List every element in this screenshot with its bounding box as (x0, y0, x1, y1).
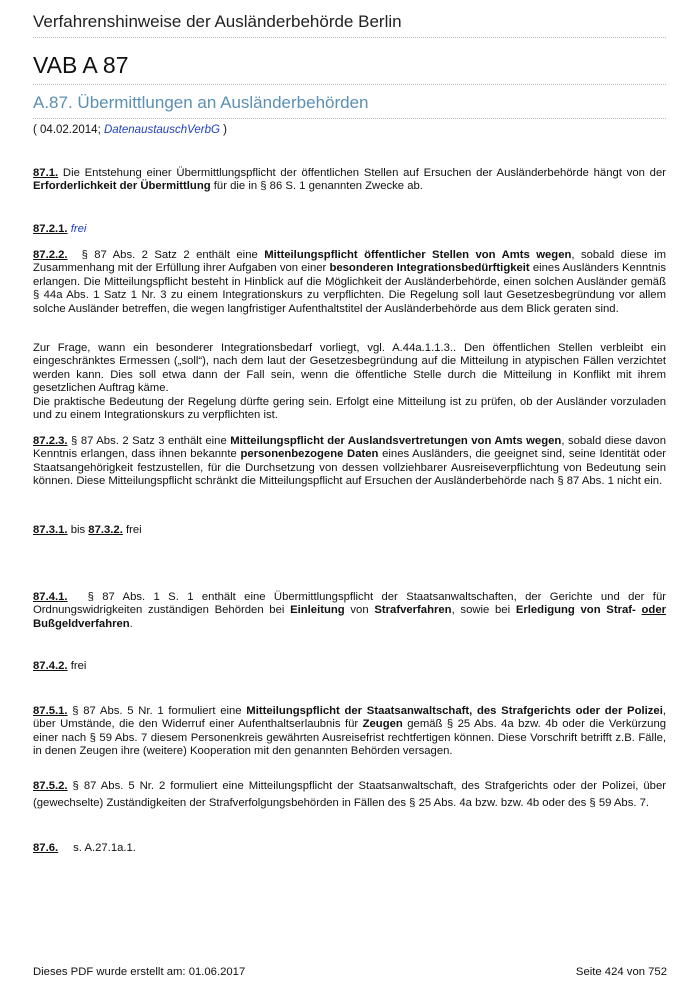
paragraph-bold: Strafverfahren (374, 604, 452, 617)
paragraph-number: 87.2.1. (33, 223, 68, 235)
paragraph-number: 87.5.2. (33, 780, 68, 792)
paragraph-87-5-1 (33, 705, 666, 759)
paragraph-text: . (129, 617, 133, 630)
paragraph-text: gemäß § 25 Abs. 4a bzw. 4b oder die Verkürzung einer nach § 59 Abs. 7 diesem Personenkreis gewährten Ausreisefrist rechtfertigen können. Diese Vorschrift betrifft z.B. Fälle, in denen Zeugen ihre (weitere) Kooperation mit den genannten Behörden versagen. (33, 718, 667, 758)
paragraph-bold: Erforderlichkeit der Übermittlung (33, 180, 211, 193)
paragraph-number: 87.1. (33, 167, 59, 179)
paragraph-text: s. A.27.1a.1. (73, 842, 136, 854)
paragraph-text: , sobald diese davon Kenntnis erlangen, dass ihnen bekannte (33, 435, 666, 461)
paragraph-87-6 (33, 842, 666, 855)
paragraph-number: 87.3.1. (33, 524, 68, 536)
paragraph-bold: personenbezogene Daten (240, 448, 379, 461)
paragraph-bold: Erledigung von Straf- (515, 604, 636, 617)
paragraph-87-2-3 (33, 435, 666, 489)
paragraph-text: Die praktische Bedeutung der Regelung dürfte gering sein. Erfolgt eine Mitteilung ist zu prüfen, ob der Ausländer vorzuladen und zu einem Integrationskurs zu verpflichten ist. (33, 395, 666, 422)
paragraph-87-1 (33, 167, 666, 194)
paragraph-number: 87.5.1. (33, 705, 68, 717)
paragraph-number: 87.2.2. (33, 249, 68, 261)
frei-link[interactable]: frei (70, 223, 87, 235)
paragraph-text: frei (122, 524, 142, 536)
paragraph-text: § 87 Abs. 5 Nr. 1 formuliert eine (67, 705, 247, 717)
paragraph-number: 87.3.2. (88, 524, 123, 536)
paragraph-text: für die in § 86 S. 1 genannten Zwecke ab. (210, 180, 423, 193)
footer-page-number: Seite 424 von 752 (575, 966, 667, 978)
paragraph-number: 87.2.3. (33, 435, 68, 447)
paragraph-number: 87.4.1. (33, 591, 68, 603)
paragraph-bold: Einleitung (290, 604, 345, 617)
paragraph-text: eines Ausländers, die geeignet sind, seine Identität oder Staatsangehörigkeit festzustellen, für die Durchsetzung von dessen vollziehbarer Ausreiseverpflichtung von Bedeutung sein können. Diese Mitteilungspflicht schränkt die Mitteilungspflicht auf Ersuchen der Ausländerbehörde nach § 87 Abs. 1 nicht ein. (33, 448, 666, 488)
paragraph-87-4-2 (33, 660, 666, 673)
paragraph-text: § 87 Abs. 2 Satz 3 enthält eine (67, 435, 231, 447)
paragraph-bold: besonderen Integrationsbedürftigkeit (329, 262, 530, 275)
document-title: VAB A 87 (33, 52, 666, 85)
paragraph-text: , über Umstände, die den Widerruf einer Aufenthaltserlaubnis für (33, 705, 666, 731)
paragraph-text: von (344, 604, 375, 617)
paragraph-text: eines Ausländers Kenntnis erlangen. Die Mitteilungspflicht besteht in Hinblick auf die Möglichkeit der Ausländerbehörde, einen solchen Ausländer gemäß § 44a Abs. 1 Satz 1 Nr. 3 zu einem Integrationskurs zu verpflichten. Die Regelung soll laut Gesetzesbegründung vor allem solche Ausländer betreffen, die wegen langfristiger Aufenthaltstitel der Ausländerbehörde aus dem Blick geraten sind. (33, 262, 666, 315)
section-title: A.87. Übermittlungen an Ausländerbehörden (33, 93, 666, 119)
paragraph-text: § 87 Abs. 1 S. 1 enthält eine Übermittlungspflicht der Staatsanwaltschaften, der Gerichte und der für Ordnungswidrigkeiten zuständigen Behörden bei (33, 591, 666, 617)
paragraph-number: 87.4.2. (33, 660, 68, 672)
paragraph-text: , sowie bei (451, 604, 516, 617)
paragraph-bold: Mitteilungspflicht der Staatsanwaltschaft, des Strafgerichts oder der Polizei (246, 705, 663, 717)
paragraph-87-3 (33, 524, 666, 537)
paragraph-text: Die Entstehung einer Übermittlungspflicht der öffentlichen Stellen auf Ersuchen der Ausländerbehörde hängt von der (58, 167, 666, 179)
datenaustausch-link[interactable]: DatenaustauschVerbG (103, 124, 220, 136)
paragraph-bold: Bußgeldverfahren (33, 617, 130, 630)
paragraph-text: frei (67, 660, 87, 672)
paragraph-bold: Mitteilungspflicht öffentlicher Stellen von Amts wegen (264, 249, 572, 261)
paragraph-number: 87.6. (33, 842, 59, 854)
paragraph-text: § 87 Abs. 2 Satz 2 enthält eine (81, 249, 265, 261)
paragraph-bold-underline: oder (641, 604, 667, 617)
paragraph-bold: Mitteilungspflicht der Auslandsvertretungen von Amts wegen (230, 435, 562, 447)
paragraph-bold: Zeugen (362, 718, 403, 731)
section-date-line (33, 124, 227, 136)
paragraph-text: Zur Frage, wann ein besonderer Integrationsbedarf vorliegt, vgl. A.44a.1.1.3.. Den öffentlichen Stellen verbleibt ein eingeschränktes Ermessen („soll“), nach dem laut der Gesetzesbegründung auf die Mitteilung in atypischen Fällen verzichtet werden kann. Dies soll etwa dann der Fall sein, wenn die öffentliche Stelle durch die Mitteilung in Konflikt mit ihrem gesetzlichen Auftrag käme. (33, 342, 666, 395)
paragraph-87-2-2 (33, 249, 666, 316)
paragraph-87-5-2 (33, 778, 666, 812)
paragraph-text: bis (67, 524, 89, 536)
date-close: ) (219, 124, 227, 136)
paragraph-text: § 87 Abs. 5 Nr. 2 formuliert eine Mitteilungspflicht der Staatsanwaltschaft, des Strafgerichts oder der Polizei, über (gewechselte) Zuständigkeiten der Strafverfolgungsbehörden in Fällen des § 25 Abs. 4a bzw. bzw. 4b oder des § 59 Abs. 7. (33, 780, 666, 809)
footer-created-date: Dieses PDF wurde erstellt am: 01.06.2017 (33, 966, 246, 978)
date-open: ( 04.02.2014; (33, 124, 104, 136)
paragraph-87-2-1 (33, 223, 666, 236)
paragraph-87-2-2-continued (33, 342, 666, 422)
paragraph-text: , sobald diese im Zusammenhang mit der Erfüllung ihrer Aufgaben von einer (33, 249, 667, 275)
paragraph-87-4-1 (33, 591, 666, 631)
document-header: Verfahrenshinweise der Ausländerbehörde Berlin (33, 12, 666, 38)
